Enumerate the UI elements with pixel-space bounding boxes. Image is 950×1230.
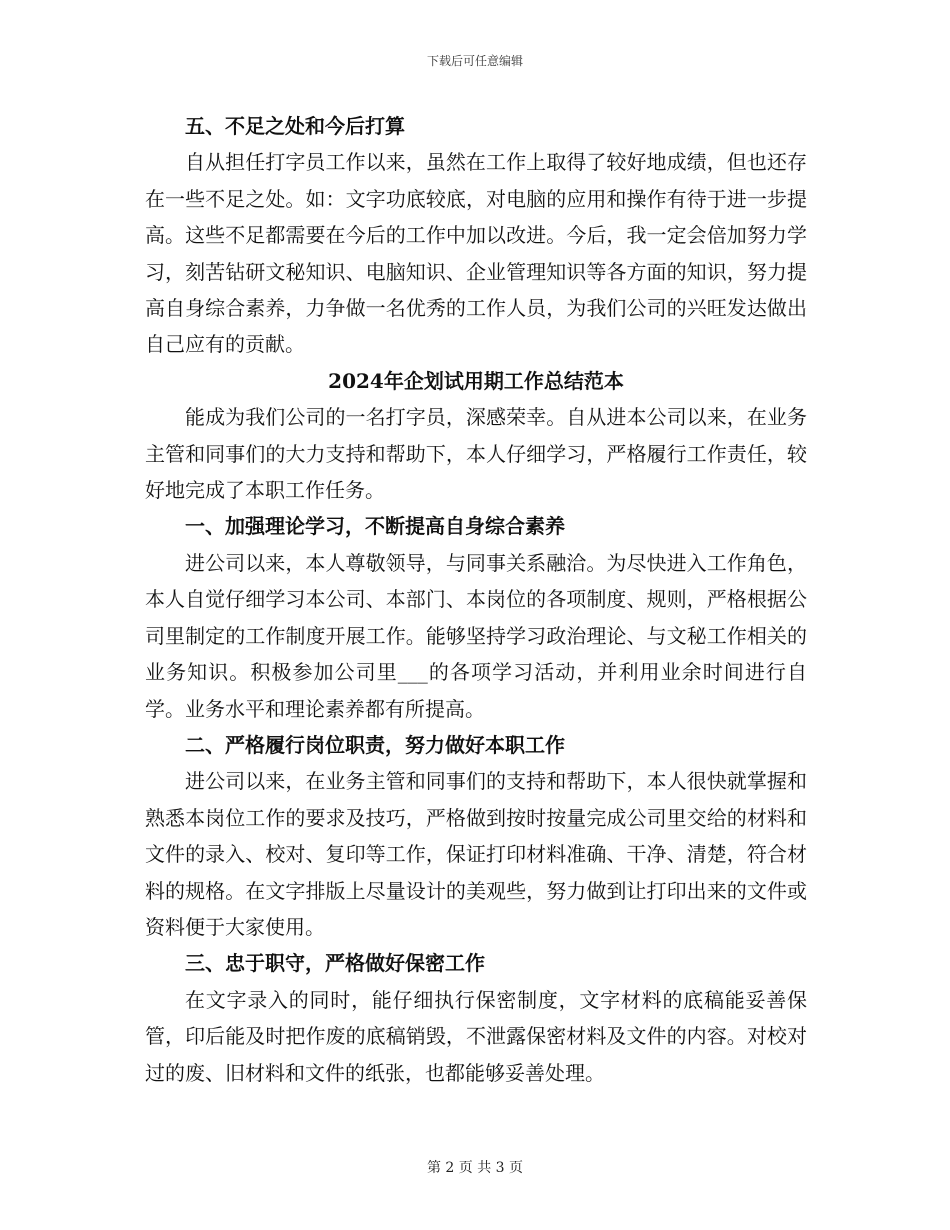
body-paragraph: 进公司以来，在业务主管和同事们的支持和帮助下，本人很快就掌握和熟悉本岗位工作的要求及技巧，严格做到按时按量完成公司里交给的材料和文件的录入、校对、复印等工作，保证打印材料准确、干净、清楚，符合材料的规格。在文字排版上尽量设计的美观些，努力做到让打印出来的文件或资料便于大家使用。: [145, 769, 807, 939]
document-body: [145, 108, 807, 1091]
body-paragraph: 在文字录入的同时，能仔细执行保密制度，文字材料的底稿能妥善保管，印后能及时把作废的底稿销毁，不泄露保密材料及文件的内容。对校对过的废、旧材料和文件的纸张，也都能够妥善处理。: [145, 987, 807, 1085]
body-paragraph: 自从担任打字员工作以来，虽然在工作上取得了较好地成绩，但也还存在一些不足之处。如：文字功底较底，对电脑的应用和操作有待于进一步提高。这些不足都需要在今后的工作中加以改进。今后，我一定会倍加努力学习，刻苦钻研文秘知识、电脑知识、企业管理知识等各方面的知识，努力提高自身综合素养，力争做一名优秀的工作人员，为我们公司的兴旺发达做出自己应有的贡献。: [145, 150, 807, 357]
body-paragraph: 能成为我们公司的一名打字员，深感荣幸。自从进本公司以来，在业务主管和同事们的大力支持和帮助下，本人仔细学习，严格履行工作责任，较好地完成了本职工作任务。: [145, 405, 807, 503]
section-heading-confidentiality: 三、忠于职守，严格做好保密工作: [185, 951, 485, 976]
section-heading-theory-study: 一、加强理论学习，不断提高自身综合素养: [185, 514, 565, 539]
page-header: 下载后可任意编辑: [426, 54, 523, 68]
section-heading-job-duties: 二、严格履行岗位职责，努力做好本职工作: [185, 732, 565, 757]
document-title: 2024年企划试用期工作总结范本: [328, 368, 624, 393]
page-number: 第 2 页 共 3 页: [426, 1160, 524, 1176]
section-heading-shortcomings: 五、不足之处和今后打算: [185, 114, 405, 138]
body-paragraph: 进公司以来，本人尊敬领导，与同事关系融洽。为尽快进入工作角色，本人自觉仔细学习本公司、本部门、本岗位的各项制度、规则，严格根据公司里制定的工作制度开展工作。能够坚持学习政治理论、与文秘工作相关的业务知识。积极参加公司里___的各项学习活动，并利用业余时间进行自学。业务水平和理论素养都有所提高。: [145, 550, 807, 721]
